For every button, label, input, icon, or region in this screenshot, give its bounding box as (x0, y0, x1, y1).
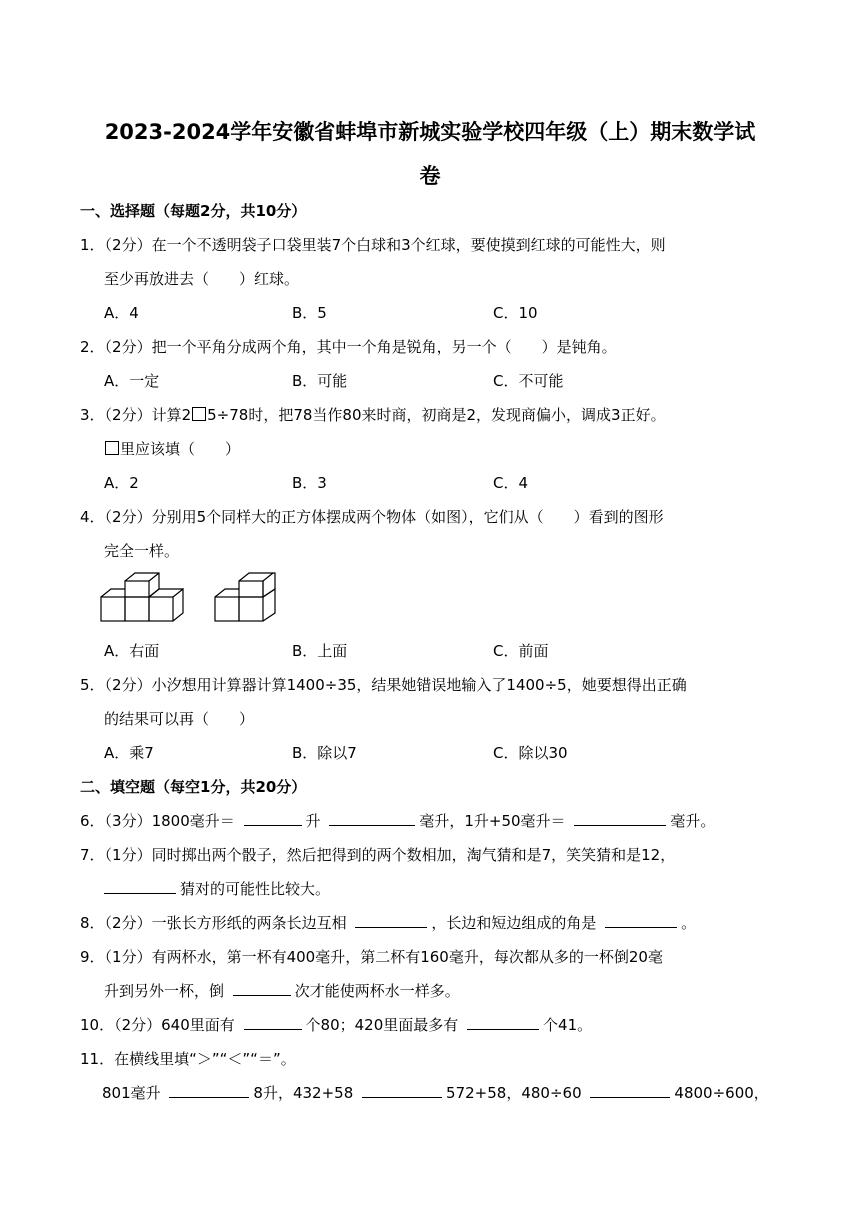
answer-blank[interactable] (574, 811, 666, 826)
question-2-option-a: A．一定 (104, 372, 160, 390)
question-4-option-b: B．上面 (292, 642, 348, 660)
question-6-text (80, 810, 715, 831)
question-3-text-cont (104, 438, 240, 459)
question-4-option-c: C．前面 (493, 642, 549, 660)
question-1-option-b: B．5 (292, 304, 327, 322)
answer-blank[interactable] (104, 879, 176, 894)
question-6-part-3: 毫升，1升+50毫升＝ (419, 812, 566, 830)
question-6-part-4: 毫升。 (670, 812, 716, 830)
question-6-part-2: 升 (305, 812, 321, 830)
exam-title-line2: 卷 (419, 164, 441, 188)
question-10-part-2: 个80；420里面最多有 (305, 1016, 459, 1034)
question-11-part-4: 4800÷600， (674, 1084, 769, 1102)
question-8-text (80, 912, 696, 933)
question-6-part-1: 6．（3分）1800毫升＝ (80, 812, 235, 830)
answer-blank[interactable] (605, 913, 677, 928)
question-10-part-3: 个41。 (543, 1016, 593, 1034)
question-3-option-c: C．4 (493, 474, 529, 492)
question-8-part-3: 。 (681, 914, 697, 932)
answer-blank[interactable] (467, 1015, 539, 1030)
question-9-text: 9．（1分）有两杯水，第一杯有400毫升，第二杯有160毫升，每次都从多的一杯倒20毫 (80, 948, 663, 966)
question-8-part-1: 8．（2分）一张长方形纸的两条长边互相 (80, 914, 347, 932)
answer-blank[interactable] (329, 811, 415, 826)
question-4-option-a: A．右面 (104, 642, 160, 660)
question-3-text-pre: 3．（2分）计算2 (80, 406, 192, 424)
question-1-option-a: A．4 (104, 304, 139, 322)
answer-blank[interactable] (233, 981, 291, 996)
question-1-text-cont: 至少再放进去（ ）红球。 (104, 270, 300, 288)
section-heading-fill: 二、填空题（每空1分，共20分） (80, 778, 307, 796)
question-4-text-cont: 完全一样。 (104, 542, 180, 560)
question-3-option-a: A．2 (104, 474, 139, 492)
question-3-text-post: 5÷78时，把78当作80来时商，初商是2，发现商偏小，调成3正好。 (207, 406, 666, 424)
question-1-text: 1．（2分）在一个不透明袋子口袋里装7个白球和3个红球，要使摸到红球的可能性大，则 (80, 236, 666, 254)
cube-stack-figure-2 (214, 570, 280, 626)
question-7-part-2: 猜对的可能性比较大。 (180, 880, 331, 898)
question-11-part-2: 8升，432+58 (253, 1084, 354, 1102)
question-9-text-cont (104, 980, 460, 1001)
question-4-text: 4．（2分）分别用5个同样大的正方体摆成两个物体（如图），它们从（ ）看到的图形 (80, 508, 664, 526)
question-2-option-b: B．可能 (292, 372, 348, 390)
question-10-text (80, 1014, 592, 1035)
question-1-option-c: C．10 (493, 304, 538, 322)
section-heading-choice: 一、选择题（每题2分，共10分） (80, 202, 307, 220)
question-11-text-cont (102, 1082, 769, 1103)
question-3-option-b: B．3 (292, 474, 327, 492)
answer-blank[interactable] (362, 1083, 442, 1098)
question-5-option-c: C．除以30 (493, 744, 568, 762)
answer-blank[interactable] (244, 811, 302, 826)
answer-blank[interactable] (169, 1083, 249, 1098)
question-5-text: 5．（2分）小汐想用计算器计算1400÷35，结果她错误地输入了1400÷5，她要想得出正确 (80, 676, 687, 694)
answer-blank[interactable] (244, 1015, 302, 1030)
question-2-option-c: C．不可能 (493, 372, 564, 390)
question-5-option-b: B．除以7 (292, 744, 357, 762)
answer-blank[interactable] (355, 913, 427, 928)
digit-box-icon (192, 407, 206, 421)
exam-title-line1: 2023-2024学年安徽省蚌埠市新城实验学校四年级（上）期末数学试 (104, 120, 756, 144)
question-11-text: 11．在横线里填“＞”“＜”“＝”。 (80, 1050, 296, 1068)
question-5-option-a: A．乘7 (104, 744, 154, 762)
question-9-part-1: 升到另外一杯，倒 (104, 982, 225, 1000)
question-11-part-3: 572+58，480÷60 (446, 1084, 582, 1102)
digit-box-icon (105, 441, 119, 455)
cube-stack-figure-1 (100, 570, 186, 626)
question-11-part-1: 801毫升 (102, 1084, 161, 1102)
question-10-part-1: 10．（2分）640里面有 (80, 1016, 235, 1034)
question-7-text-cont (104, 878, 330, 899)
question-9-part-2: 次才能使两杯水一样多。 (294, 982, 460, 1000)
answer-blank[interactable] (590, 1083, 670, 1098)
question-7-text: 7．（1分）同时掷出两个骰子，然后把得到的两个数相加，淘气猜和是7，笑笑猜和是12， (80, 846, 676, 864)
question-5-text-cont: 的结果可以再（ ） (104, 710, 255, 728)
question-3-text (80, 404, 666, 425)
question-8-part-2: ，长边和短边组成的角是 (431, 914, 597, 932)
question-3-text-cont-label: 里应该填（ ） (120, 440, 241, 458)
question-2-text: 2．（2分）把一个平角分成两个角，其中一个角是锐角，另一个（ ）是钝角。 (80, 338, 617, 356)
